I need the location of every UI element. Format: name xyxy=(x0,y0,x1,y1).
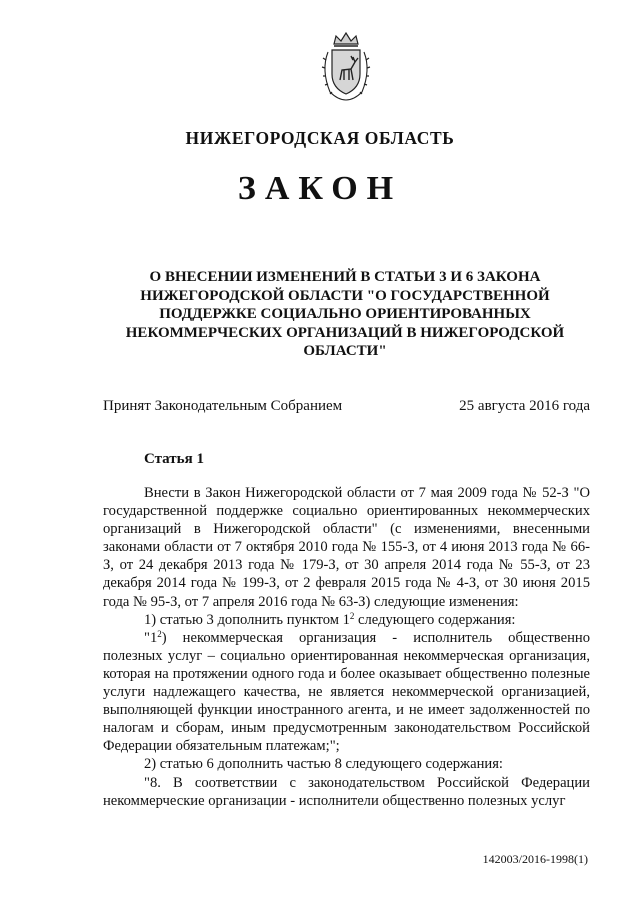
quote-1-open: "1 xyxy=(144,629,158,646)
coat-of-arms-icon xyxy=(318,30,374,102)
quoted-point-1-2 xyxy=(103,629,590,756)
law-title-line: ОБЛАСТИ" xyxy=(303,343,387,360)
adoption-line xyxy=(103,398,590,415)
item-2-paragraph: 2) статью 6 дополнить частью 8 следующего содержания: xyxy=(144,756,503,773)
adoption-label: Принят Законодательным Собранием xyxy=(103,398,343,414)
law-title-line: О ВНЕСЕНИИ ИЗМЕНЕНИЙ В СТАТЬИ 3 И 6 ЗАКОНА xyxy=(149,269,541,285)
law-title-line: НЕКОММЕРЧЕСКИХ ОРГАНИЗАЦИЙ В НИЖЕГОРОДСКОЙ xyxy=(125,324,565,341)
article-body xyxy=(103,484,590,810)
adoption-date: 25 августа 2016 года xyxy=(459,398,590,414)
article-intro-paragraph: Внести в Закон Нижегородской области от 7 мая 2009 года № 52-З "О государственной поддержке социально ориентированных некоммерческих организаций в Нижегородской области" (с изменениями, внесенными законами области от 7 октября 2010 года № 155-З, от 4 июня 2013 года № 66-З, от 24 декабря 2013 года № 179-З, от 30 апреля 2014 года № 55-З, от 23 декабря 2014 года № 199-З, от 2 февраля 2015 года № 4-З, от 30 июня 2015 года № 95-З, от 7 апреля 2016 года № 63-З) следующие изменения: xyxy=(103,485,590,610)
quote-1-superscript: 2 xyxy=(157,628,162,639)
article-heading: Статья 1 xyxy=(144,451,204,467)
quoted-part-8: "8. В соответствии с законодательством Российской Федерации некоммерческие организации - исполнители общественно полезных услуг xyxy=(103,774,590,809)
law-title xyxy=(100,268,590,361)
item-1-paragraph xyxy=(103,611,590,629)
item-1-superscript: 2 xyxy=(349,610,355,621)
law-title-line: НИЖЕГОРОДСКОЙ ОБЛАСТИ "О ГОСУДАРСТВЕННОЙ xyxy=(140,287,550,304)
law-title-line: ПОДДЕРЖКЕ СОЦИАЛЬНО ОРИЕНТИРОВАННЫХ xyxy=(159,306,531,323)
item-1-text: 1) статью 3 дополнить пунктом 1 xyxy=(144,611,350,628)
item-1-text-end: следующего содержания: xyxy=(354,611,516,628)
region-name: НИЖЕГОРОДСКАЯ ОБЛАСТЬ xyxy=(185,128,455,148)
quote-1-text: ) некоммерческая организация - исполнитель общественно полезных услуг – социально ориентированная некоммерческая организация, которая на протяжении одного года и более оказывает общественно полезные услуги надлежащего качества, не является некоммерческой организацией, выполняющей функции иностранного агента, и не имеет задолженностей по налогам и сборам, иным предусмотренным законодательством Российской Федерации обязательным платежам;"; xyxy=(103,629,590,755)
document-type: ЗАКОН xyxy=(237,170,403,207)
registration-code: 142003/2016-1998(1) xyxy=(482,852,588,866)
